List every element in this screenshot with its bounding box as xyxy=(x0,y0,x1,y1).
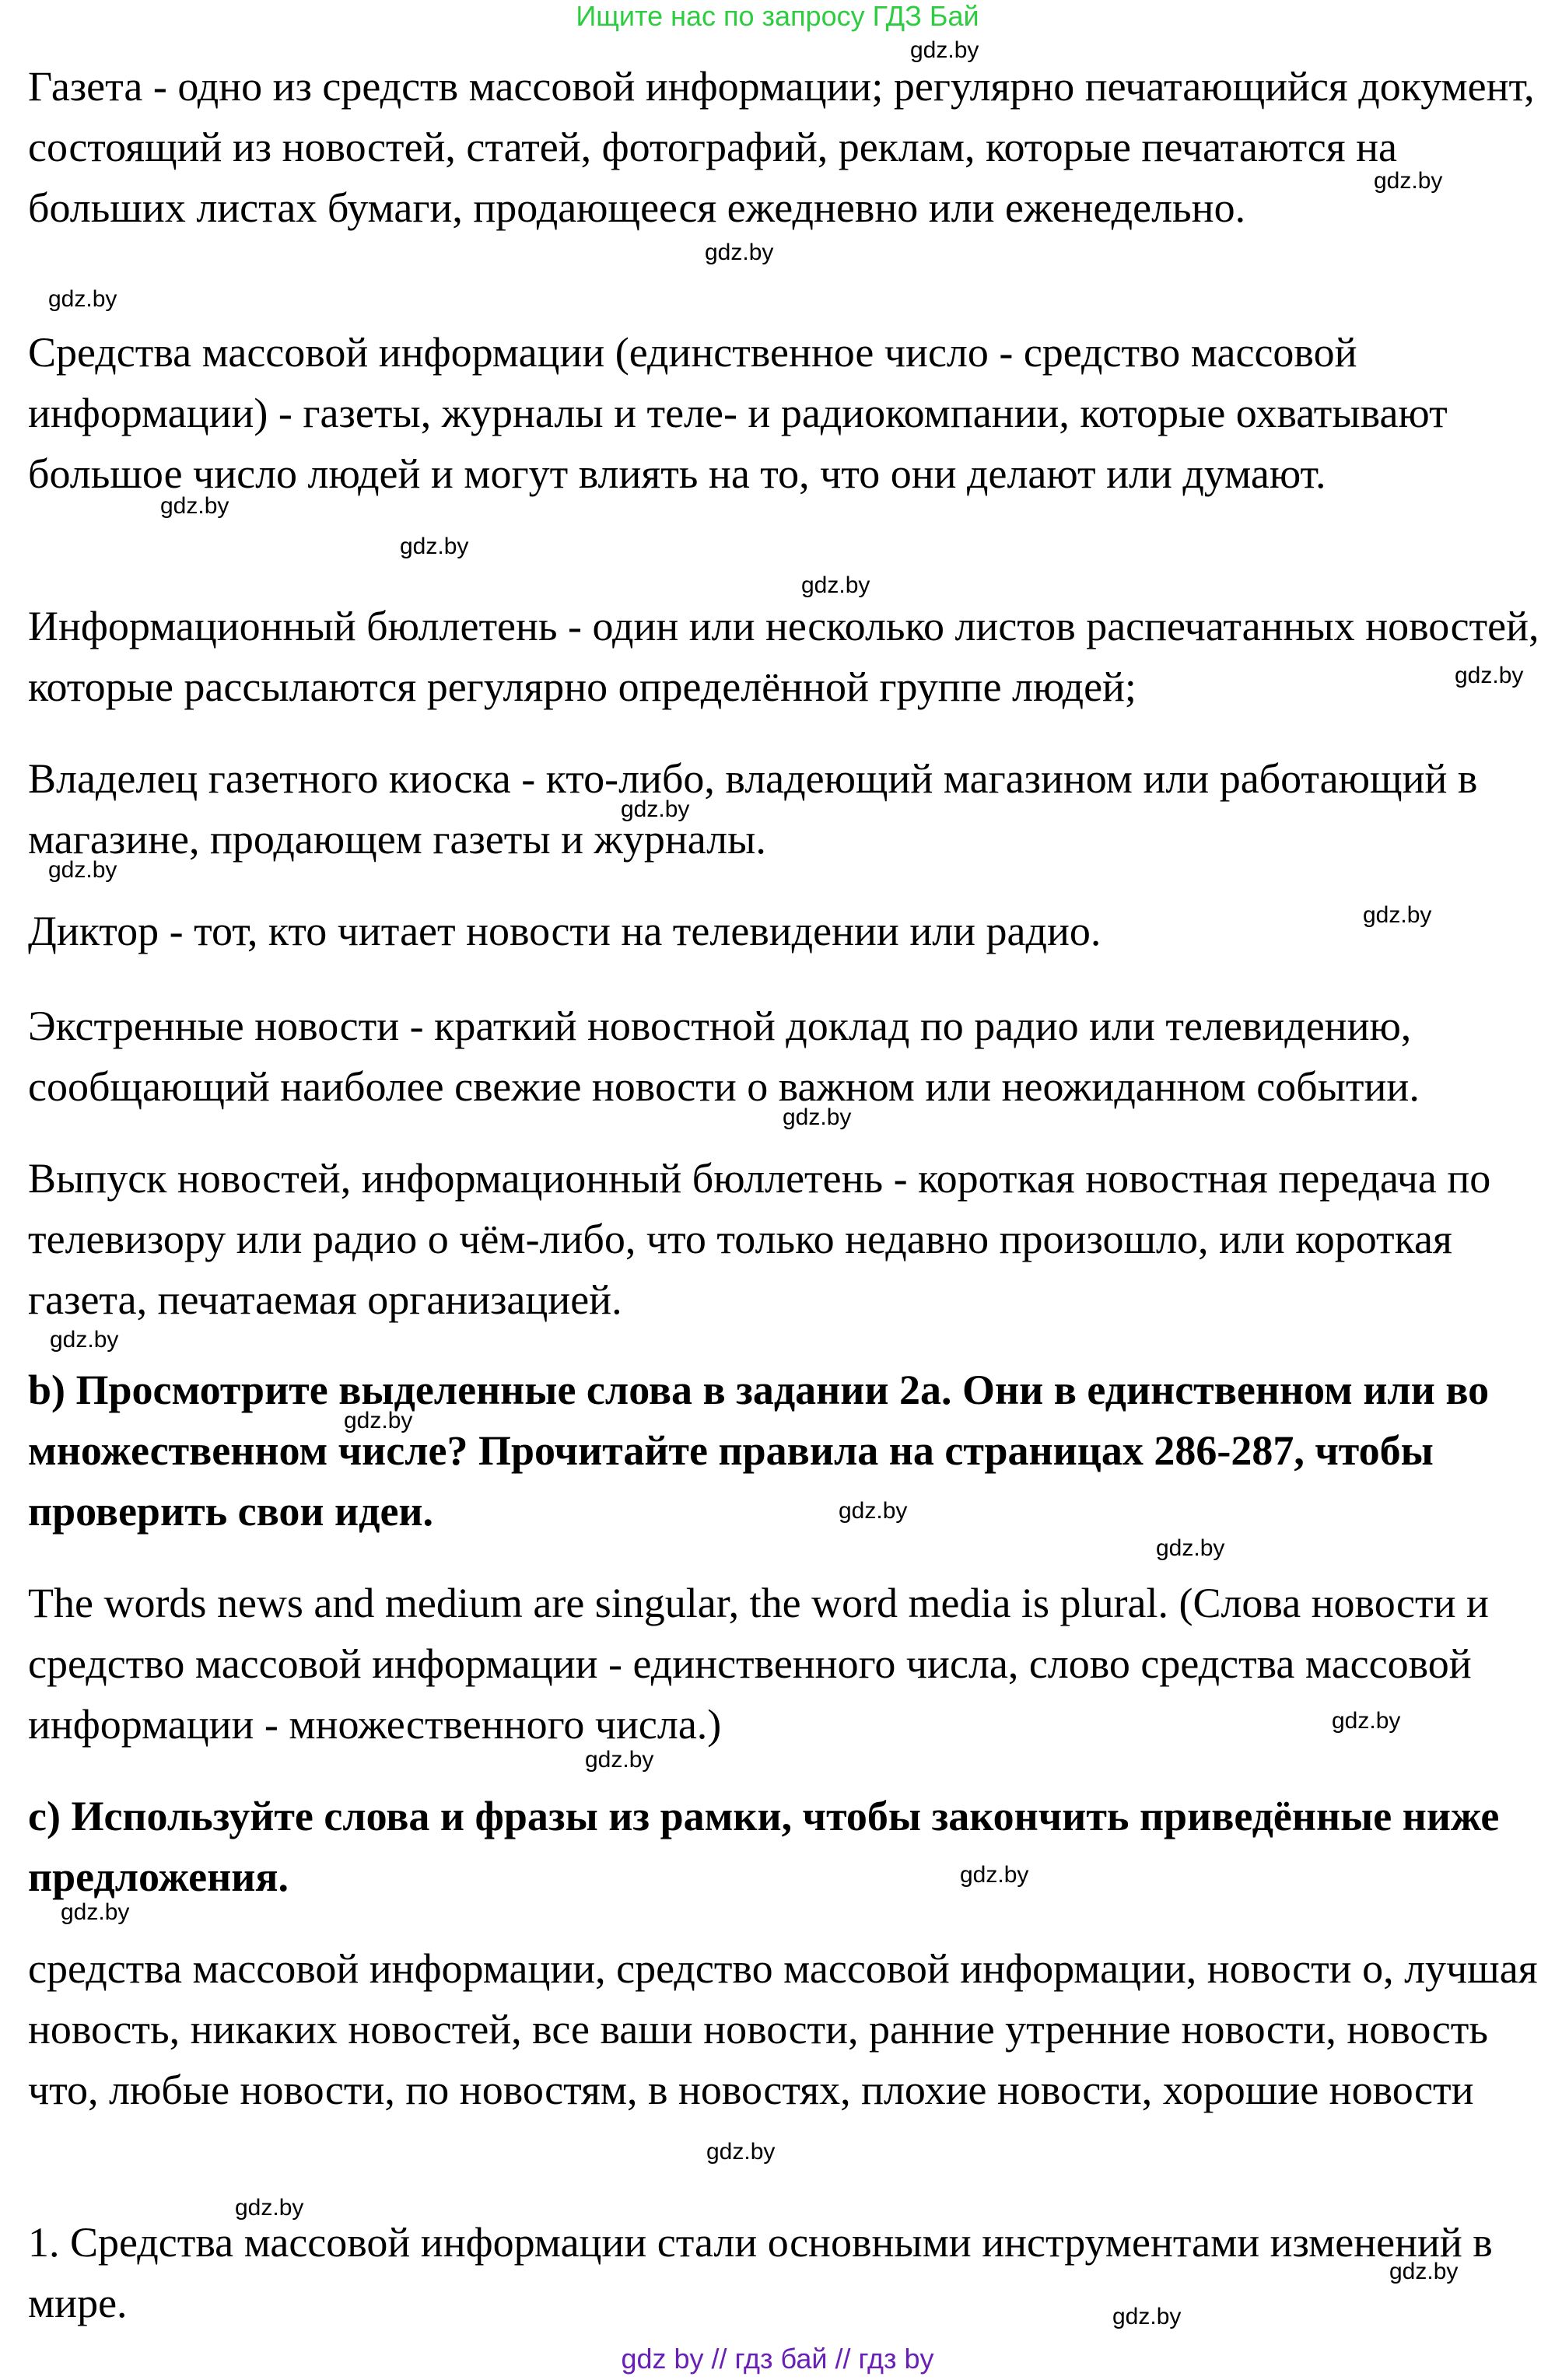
watermark: gdz.by xyxy=(1389,2259,1459,2284)
paragraph-mass-media: Средства массовой информации (единственное число - средство массовой информации) - газеты, журналы и теле- и радиокомпании, которые охватывают большое число людей и могут влиять на то, что они делают или думают. xyxy=(28,329,1448,497)
watermark: gdz.by xyxy=(1332,1708,1401,1734)
paragraph-breaking-news: Экстренные новости - краткий новостной доклад по радио или телевидению, сообщающий наиболее свежие новости о важном или неожиданном событии. xyxy=(28,1003,1420,1110)
watermark: gdz.by xyxy=(621,796,690,822)
watermark: gdz.by xyxy=(706,2139,776,2165)
watermark: gdz.by xyxy=(400,534,469,559)
watermark: gdz.by xyxy=(1156,1535,1225,1561)
watermark: gdz.by xyxy=(235,2195,304,2221)
watermark: gdz.by xyxy=(1374,168,1443,194)
watermark: gdz.by xyxy=(48,857,117,883)
task-b-answer: The words news and medium are singular, the word media is plural. (Слова новости и средство массовой информации - единственного числа, слово средства массовой информации - множественного числа.) xyxy=(28,1580,1489,1748)
watermark: gdz.by xyxy=(910,37,979,63)
watermark: gdz.by xyxy=(960,1862,1029,1888)
paragraph-gazeta: Газета - одно из средств массовой информации; регулярно печатающийся документ, состоящий из новостей, статей, фотографий, реклам, которые печатаются на больших листах бумаги, продающееся ежедневно или еженедельно. xyxy=(28,63,1535,231)
watermark: gdz.by xyxy=(160,493,229,519)
watermark: gdz.by xyxy=(783,1104,852,1130)
watermark: gdz.by xyxy=(48,286,117,312)
watermark: gdz.by xyxy=(50,1327,119,1353)
watermark: gdz.by xyxy=(1112,2304,1182,2329)
watermark: gdz.by xyxy=(585,1747,654,1773)
watermark: gdz.by xyxy=(705,240,774,265)
watermark: gdz.by xyxy=(344,1408,413,1433)
task-b-heading: b) Просмотрите выделенные слова в задании 2a. Они в единственном или во множественном числе? Прочитайте правила на страницах 286-287, чтобы проверить свои идеи. xyxy=(28,1367,1490,1535)
sentence-1: 1. Средства массовой информации стали основными инструментами изменений в мире. xyxy=(28,2219,1493,2326)
footer-links[interactable]: gdz by // гдз бай // гдз by xyxy=(621,2343,934,2375)
watermark: gdz.by xyxy=(801,572,870,598)
header-search-link[interactable]: Ищите нас по запросу ГДЗ Бай xyxy=(576,0,979,32)
paragraph-news-bulletin: Выпуск новостей, информационный бюллетень - короткая новостная передача по телевизору или радио о чём-либо, что только недавно произошло, или короткая газета, печатаемая организацией. xyxy=(28,1155,1491,1323)
watermark: gdz.by xyxy=(1455,663,1524,688)
word-box: средства массовой информации, средство массовой информации, новости о, лучшая новость, никаких новостей, все ваши новости, ранние утренние новости, новость что, любые новости, по новостям, в новостях, плохие новости, хорошие новости xyxy=(28,1945,1538,2113)
watermark: gdz.by xyxy=(839,1498,908,1524)
paragraph-announcer: Диктор - тот, кто читает новости на телевидении или радио. xyxy=(28,908,1101,954)
watermark: gdz.by xyxy=(61,1899,130,1925)
paragraph-newsletter: Информационный бюллетень - один или несколько листов распечатанных новостей, которые рассылаются регулярно определённой группе людей; xyxy=(28,603,1539,710)
task-c-heading: c) Используйте слова и фразы из рамки, чтобы закончить приведённые ниже предложения. xyxy=(28,1793,1500,1900)
paragraph-newsagent: Владелец газетного киоска - кто-либо, владеющий магазином или работающий в магазине, продающем газеты и журналы. xyxy=(28,755,1478,863)
watermark: gdz.by xyxy=(1363,902,1432,928)
